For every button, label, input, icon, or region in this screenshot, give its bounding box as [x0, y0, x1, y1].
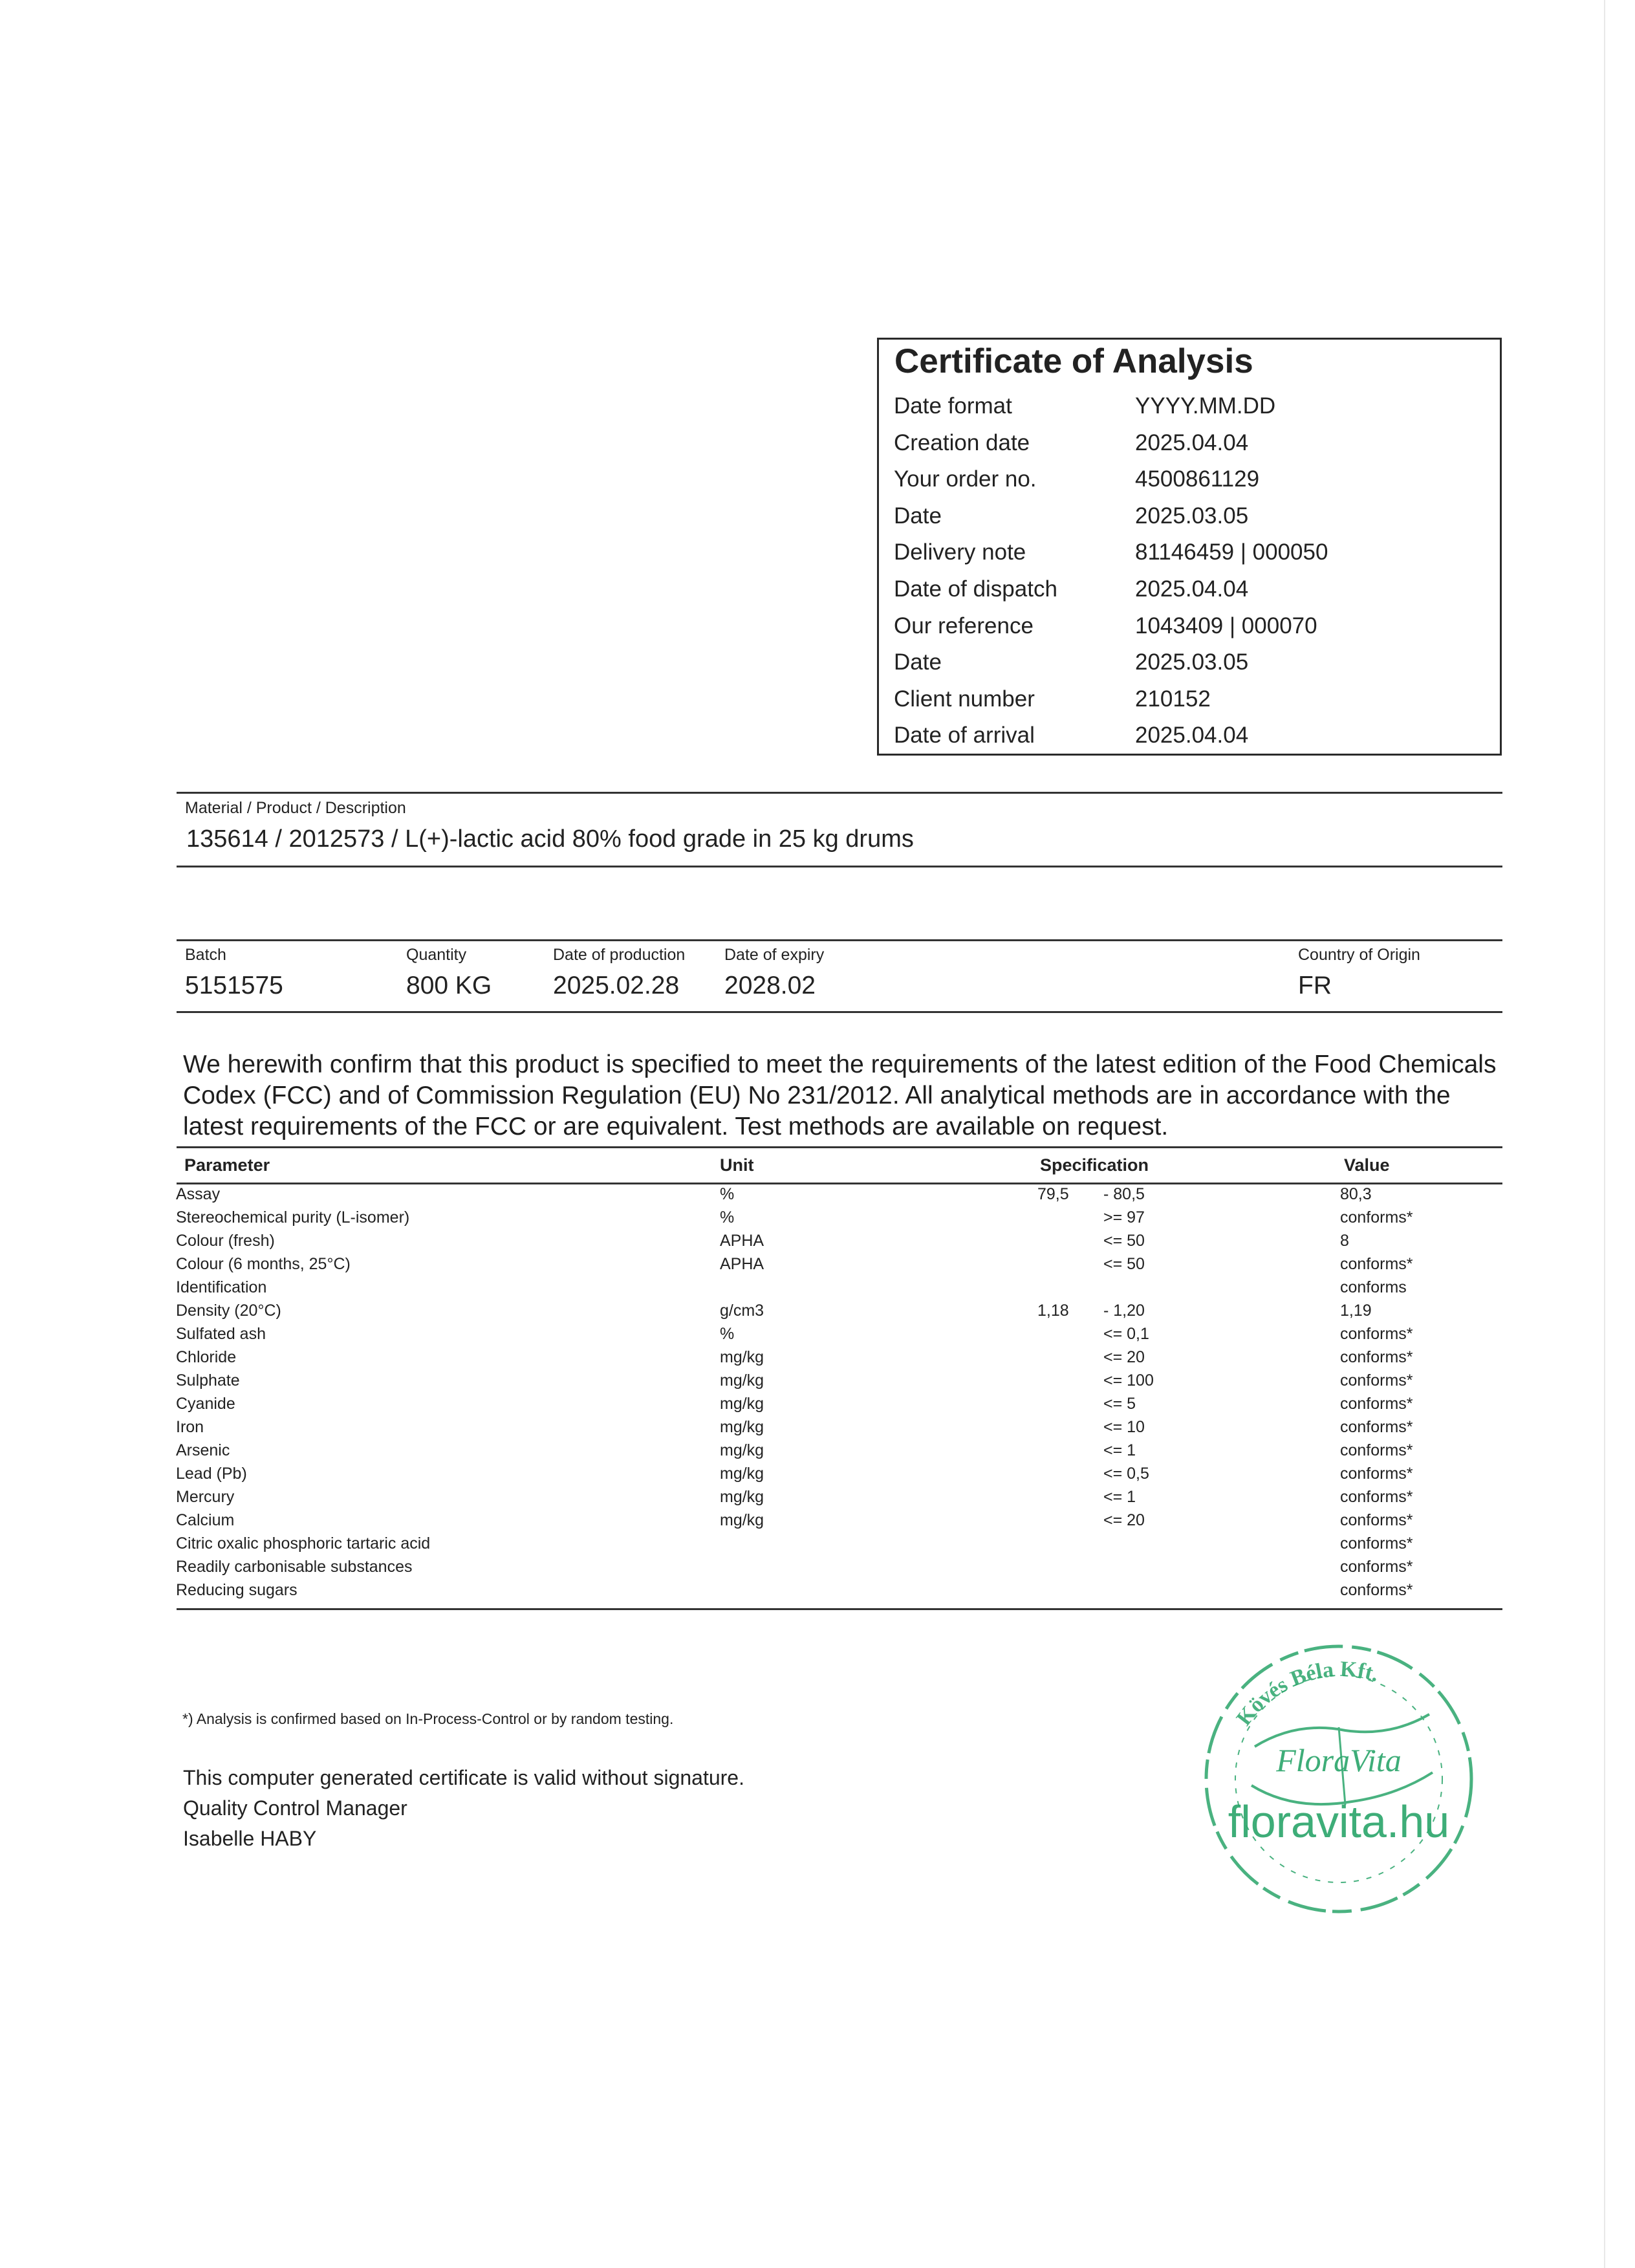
cell-value: conforms*	[1340, 1534, 1413, 1553]
batch-bottom-rule	[177, 1011, 1502, 1013]
expiry-date-value: 2028.02	[724, 972, 816, 999]
certificate-row-value: 2025.04.04	[1135, 723, 1249, 748]
certificate-row-label: Date of arrival	[894, 723, 1035, 748]
cell-parameter: Sulfated ash	[176, 1325, 266, 1343]
cell-high: <= 0,1	[1103, 1325, 1149, 1343]
table-row	[0, 1302, 1635, 1325]
header-parameter: Parameter	[184, 1155, 270, 1175]
material-top-rule	[177, 792, 1502, 794]
quantity-label: Quantity	[406, 946, 467, 964]
production-date-label: Date of production	[553, 946, 686, 964]
validity-statement: This computer generated certificate is valid without signature.	[183, 1766, 744, 1789]
cell-high: <= 1	[1103, 1488, 1136, 1506]
cell-value: conforms*	[1340, 1465, 1413, 1483]
cell-high: >= 97	[1103, 1208, 1145, 1227]
table-row	[0, 1534, 1635, 1558]
cell-parameter: Colour (fresh)	[176, 1232, 275, 1250]
cell-parameter: Chloride	[176, 1348, 237, 1366]
cell-parameter: Lead (Pb)	[176, 1465, 247, 1483]
origin-value: FR	[1298, 972, 1332, 999]
table-row	[0, 1558, 1635, 1581]
cell-unit: mg/kg	[720, 1418, 764, 1436]
batch-top-rule	[177, 939, 1502, 941]
table-row	[0, 1185, 1635, 1208]
cell-high: - 1,20	[1103, 1302, 1145, 1320]
cell-value: 1,19	[1340, 1302, 1372, 1320]
cell-unit: mg/kg	[720, 1395, 764, 1413]
cell-unit: mg/kg	[720, 1348, 764, 1366]
certificate-row-label: Client number	[894, 686, 1035, 712]
certificate-row-label: Creation date	[894, 430, 1030, 455]
cell-high: - 80,5	[1103, 1185, 1145, 1203]
origin-label: Country of Origin	[1298, 946, 1420, 964]
stamp-main-text: floravita.hu	[1228, 1796, 1450, 1847]
stamp-logo-text: FloraVita	[1276, 1742, 1402, 1778]
certificate-row-value: 81146459 | 000050	[1135, 540, 1328, 565]
certificate-row-value: 2025.04.04	[1135, 576, 1249, 602]
table-row	[0, 1581, 1635, 1604]
certificate-row-value: 4500861129	[1135, 466, 1260, 492]
certificate-row-value: 1043409 | 000070	[1135, 613, 1317, 638]
cell-high: <= 50	[1103, 1232, 1145, 1250]
cell-high: <= 0,5	[1103, 1465, 1149, 1483]
table-row	[0, 1232, 1635, 1255]
cell-high: <= 50	[1103, 1255, 1145, 1273]
scan-edge	[1604, 0, 1605, 2268]
cell-high: <= 20	[1103, 1348, 1145, 1366]
cell-value: 80,3	[1340, 1185, 1372, 1203]
certificate-row-label: Delivery note	[894, 540, 1026, 565]
certificate-row-label: Date format	[894, 393, 1012, 419]
table-row	[0, 1511, 1635, 1534]
table-row	[0, 1348, 1635, 1371]
table-top-rule	[177, 1146, 1502, 1148]
stamp-graphic	[1184, 1617, 1488, 1928]
header-specification: Specification	[1040, 1155, 1149, 1175]
table-bottom-rule	[177, 1608, 1502, 1610]
batch-label: Batch	[185, 946, 226, 964]
cell-parameter: Reducing sugars	[176, 1581, 298, 1599]
cell-value: conforms*	[1340, 1418, 1413, 1436]
cell-value: conforms*	[1340, 1208, 1413, 1227]
material-value: 135614 / 2012573 / L(+)-lactic acid 80% food grade in 25 kg drums	[186, 825, 914, 853]
cell-value: conforms*	[1340, 1581, 1413, 1599]
table-row	[0, 1418, 1635, 1441]
cell-unit: %	[720, 1185, 735, 1203]
certificate-row-label: Date	[894, 503, 942, 529]
cell-value: conforms*	[1340, 1511, 1413, 1529]
cell-parameter: Assay	[176, 1185, 221, 1203]
table-header-rule	[177, 1183, 1502, 1184]
cell-unit: g/cm3	[720, 1302, 764, 1320]
cell-value: 8	[1340, 1232, 1349, 1250]
certificate-row-label: Date of dispatch	[894, 576, 1057, 602]
certificate-title: Certificate of Analysis	[894, 342, 1253, 380]
confirmation-text: We herewith confirm that this product is specified to meet the requirements of the latest edition of the Food Chemicals Codex (FCC) and of Commission Regulation (EU) No 231/2012. All analytical methods are in accordance with the latest requirements of the FCC or are equivalent. Test methods are available on request.	[183, 1051, 1497, 1140]
certificate-row-label: Our reference	[894, 613, 1034, 638]
table-row	[0, 1395, 1635, 1418]
certificate-row-value: YYYY.MM.DD	[1135, 393, 1276, 419]
company-stamp	[1184, 1617, 1488, 1928]
table-row	[0, 1488, 1635, 1511]
cell-parameter: Calcium	[176, 1511, 235, 1529]
cell-parameter: Iron	[176, 1418, 204, 1436]
table-row	[0, 1465, 1635, 1488]
cell-high: <= 1	[1103, 1441, 1136, 1459]
cell-unit: mg/kg	[720, 1511, 764, 1529]
cell-high: <= 20	[1103, 1511, 1145, 1529]
cell-value: conforms*	[1340, 1255, 1413, 1273]
footnote: *) Analysis is confirmed based on In-Process-Control or by random testing.	[182, 1710, 674, 1727]
cell-parameter: Mercury	[176, 1488, 235, 1506]
cell-unit: mg/kg	[720, 1371, 764, 1390]
cell-parameter: Arsenic	[176, 1441, 230, 1459]
signer-name: Isabelle HABY	[183, 1827, 317, 1850]
cell-unit: mg/kg	[720, 1488, 764, 1506]
cell-unit: APHA	[720, 1232, 764, 1250]
quantity-value: 800 KG	[406, 972, 492, 999]
table-row	[0, 1441, 1635, 1465]
certificate-row-value: 210152	[1135, 686, 1211, 712]
cell-parameter: Cyanide	[176, 1395, 235, 1413]
cell-unit: %	[720, 1208, 735, 1227]
certificate-row-label: Date	[894, 649, 942, 675]
cell-value: conforms*	[1340, 1441, 1413, 1459]
table-row	[0, 1325, 1635, 1348]
cell-high: <= 100	[1103, 1371, 1154, 1390]
cell-unit: mg/kg	[720, 1441, 764, 1459]
cell-value: conforms*	[1340, 1558, 1413, 1576]
cell-value: conforms	[1340, 1278, 1407, 1296]
table-row	[0, 1371, 1635, 1395]
expiry-date-label: Date of expiry	[724, 946, 825, 964]
cell-value: conforms*	[1340, 1395, 1413, 1413]
cell-parameter: Readily carbonisable substances	[176, 1558, 413, 1576]
cell-parameter: Citric oxalic phosphoric tartaric acid	[176, 1534, 431, 1553]
certificate-row-value: 2025.03.05	[1135, 503, 1249, 529]
cell-parameter: Sulphate	[176, 1371, 240, 1390]
cell-value: conforms*	[1340, 1348, 1413, 1366]
cell-unit: APHA	[720, 1255, 764, 1273]
cell-parameter: Density (20°C)	[176, 1302, 281, 1320]
certificate-row-value: 2025.03.05	[1135, 649, 1249, 675]
header-value: Value	[1344, 1155, 1390, 1175]
production-date-value: 2025.02.28	[553, 972, 680, 999]
table-row	[0, 1278, 1635, 1302]
cell-high: <= 5	[1103, 1395, 1136, 1413]
cell-parameter: Stereochemical purity (L-isomer)	[176, 1208, 410, 1227]
cell-value: conforms*	[1340, 1488, 1413, 1506]
cell-low: 1,18	[1037, 1302, 1069, 1320]
certificate-row-label: Your order no.	[894, 466, 1037, 492]
table-row	[0, 1208, 1635, 1232]
cell-parameter: Colour (6 months, 25°C)	[176, 1255, 351, 1273]
cell-parameter: Identification	[176, 1278, 267, 1296]
cell-value: conforms*	[1340, 1325, 1413, 1343]
header-unit: Unit	[720, 1155, 754, 1175]
cell-high: <= 10	[1103, 1418, 1145, 1436]
certificate-row-value: 2025.04.04	[1135, 430, 1249, 455]
material-bottom-rule	[177, 866, 1502, 867]
signer-title: Quality Control Manager	[183, 1796, 407, 1820]
cell-unit: %	[720, 1325, 735, 1343]
cell-low: 79,5	[1037, 1185, 1069, 1203]
table-row	[0, 1255, 1635, 1278]
material-label: Material / Product / Description	[185, 799, 406, 817]
cell-unit: mg/kg	[720, 1465, 764, 1483]
cell-value: conforms*	[1340, 1371, 1413, 1390]
batch-value: 5151575	[185, 972, 283, 999]
stamp-top-text: Kövés Béla Kft.	[1231, 1657, 1382, 1730]
